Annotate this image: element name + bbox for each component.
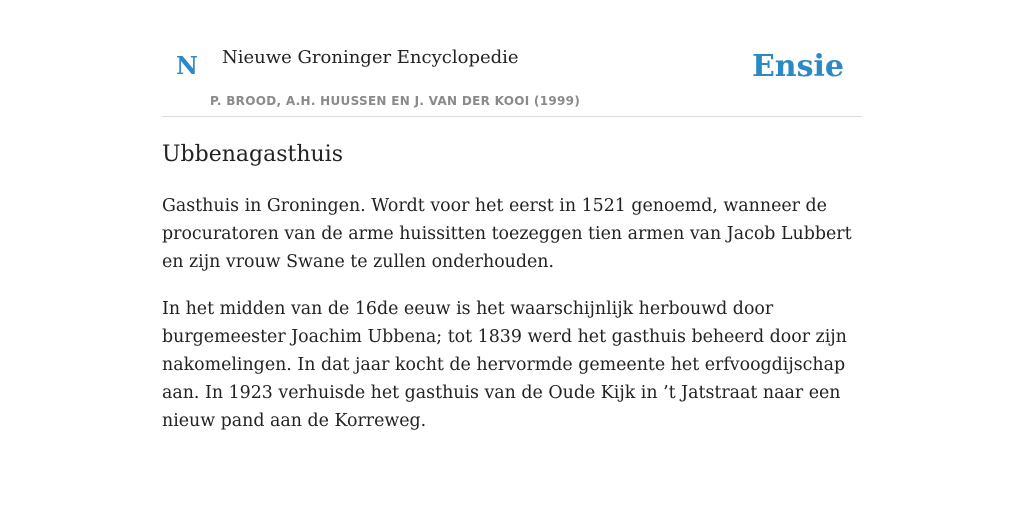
ensie-brand-link[interactable]: Ensie <box>751 49 844 84</box>
source-authors: P. BROOD, A.H. HUUSSEN EN J. VAN DER KOOI (1999) <box>210 94 581 108</box>
encyclopedia-logo: N <box>176 51 198 80</box>
entry-paragraph: Gasthuis in Groningen. Wordt voor het eerst in 1521 genoemd, wanneer de procuratoren van de arme huissitten toezeggen tien armen van Jacob Lubbert en zijn vrouw Swane te zullen onderhouden. <box>162 196 852 272</box>
source-title[interactable]: Nieuwe Groninger Encyclopedie <box>222 47 519 68</box>
source-header <box>162 0 862 117</box>
entry-title: Ubbenagasthuis <box>162 142 344 167</box>
page-content <box>162 0 862 431</box>
entry-paragraph: In het midden van de 16de eeuw is het waarschijnlijk herbouwd door burgemeester Joachim Ubbena; tot 1839 werd het gasthuis beheerd door zijn nakomelingen. In dat jaar kocht de hervormde gemeente het erfvoogdijschap aan. In 1923 verhuisde het gasthuis van de Oude Kijk in ’t Jatstraat naar een nieuw pand aan de Korreweg. <box>162 299 847 431</box>
